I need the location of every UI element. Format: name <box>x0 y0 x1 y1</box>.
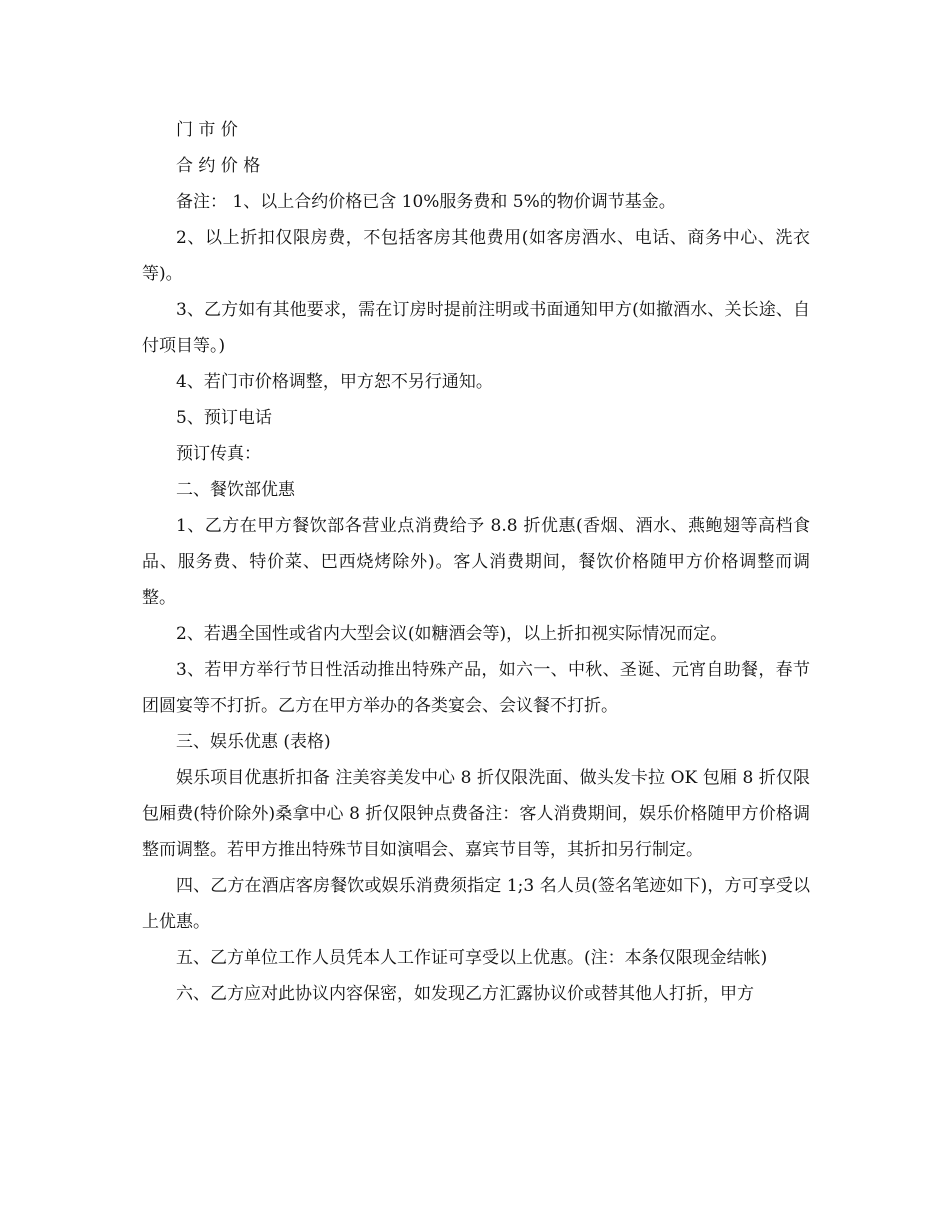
paragraph-door-price: 门 市 价 <box>176 120 238 140</box>
paragraph-entertainment-table: 娱乐项目优惠折扣备 注美容美发中心 8 折仅限洗面、做头发卡拉 OK 包厢 8 折仅限包厢费(特价除外)桑拿中心 8 折仅限钟点费备注：客人消费期间，娱乐价格随甲方价格调整而调整。若甲方推出特殊节目如演唱会、嘉宾节目等，其折扣另行制定。 <box>142 768 810 860</box>
paragraph-booking-fax: 预订传真： <box>176 444 261 464</box>
paragraph-dining-3: 3、若甲方举行节日性活动推出特殊产品，如六一、中秋、圣诞、元宵自助餐，春节团圆宴等不打折。乙方在甲方举办的各类宴会、会议餐不打折。 <box>142 660 810 716</box>
paragraph-note-2: 2、以上折扣仅限房费，不包括客房其他费用(如客房酒水、电话、商务中心、洗衣等)。 <box>142 228 810 284</box>
paragraph-section-4: 四、乙方在酒店客房餐饮或娱乐消费须指定 1;3 名人员(签名笔迹如下)，方可享受以上优惠。 <box>142 876 810 932</box>
paragraph-dining-1: 1、乙方在甲方餐饮部各营业点消费给予 8.8 折优惠(香烟、酒水、燕鲍翅等高档食品、服务费、特价菜、巴西烧烤除外)。客人消费期间，餐饮价格随甲方价格调整而调整。 <box>142 516 810 608</box>
document-body <box>142 112 810 1012</box>
paragraph-booking-phone: 5、预订电话 <box>176 408 272 428</box>
paragraph-dining-2: 2、若遇全国性或省内大型会议(如糖酒会等)，以上折扣视实际情况而定。 <box>176 624 728 644</box>
paragraph-note-3: 3、乙方如有其他要求，需在订房时提前注明或书面通知甲方(如撤酒水、关长途、自付项目等。) <box>142 300 810 356</box>
paragraph-note-4: 4、若门市价格调整，甲方恕不另行通知。 <box>176 372 493 392</box>
paragraph-contract-price: 合 约 价 格 <box>176 156 261 176</box>
paragraph-section-6: 六、乙方应对此协议内容保密，如发现乙方汇露协议价或替其他人打折，甲方 <box>176 984 754 1004</box>
paragraph-section-5: 五、乙方单位工作人员凭本人工作证可享受以上优惠。(注：本条仅限现金结帐) <box>176 948 768 968</box>
section-heading-dining: 二、餐饮部优惠 <box>176 480 295 500</box>
section-heading-entertainment: 三、娱乐优惠 (表格) <box>176 732 331 752</box>
paragraph-note-1: 备注： 1、以上合约价格已含 10%服务费和 5%的物价调节基金。 <box>176 192 676 212</box>
